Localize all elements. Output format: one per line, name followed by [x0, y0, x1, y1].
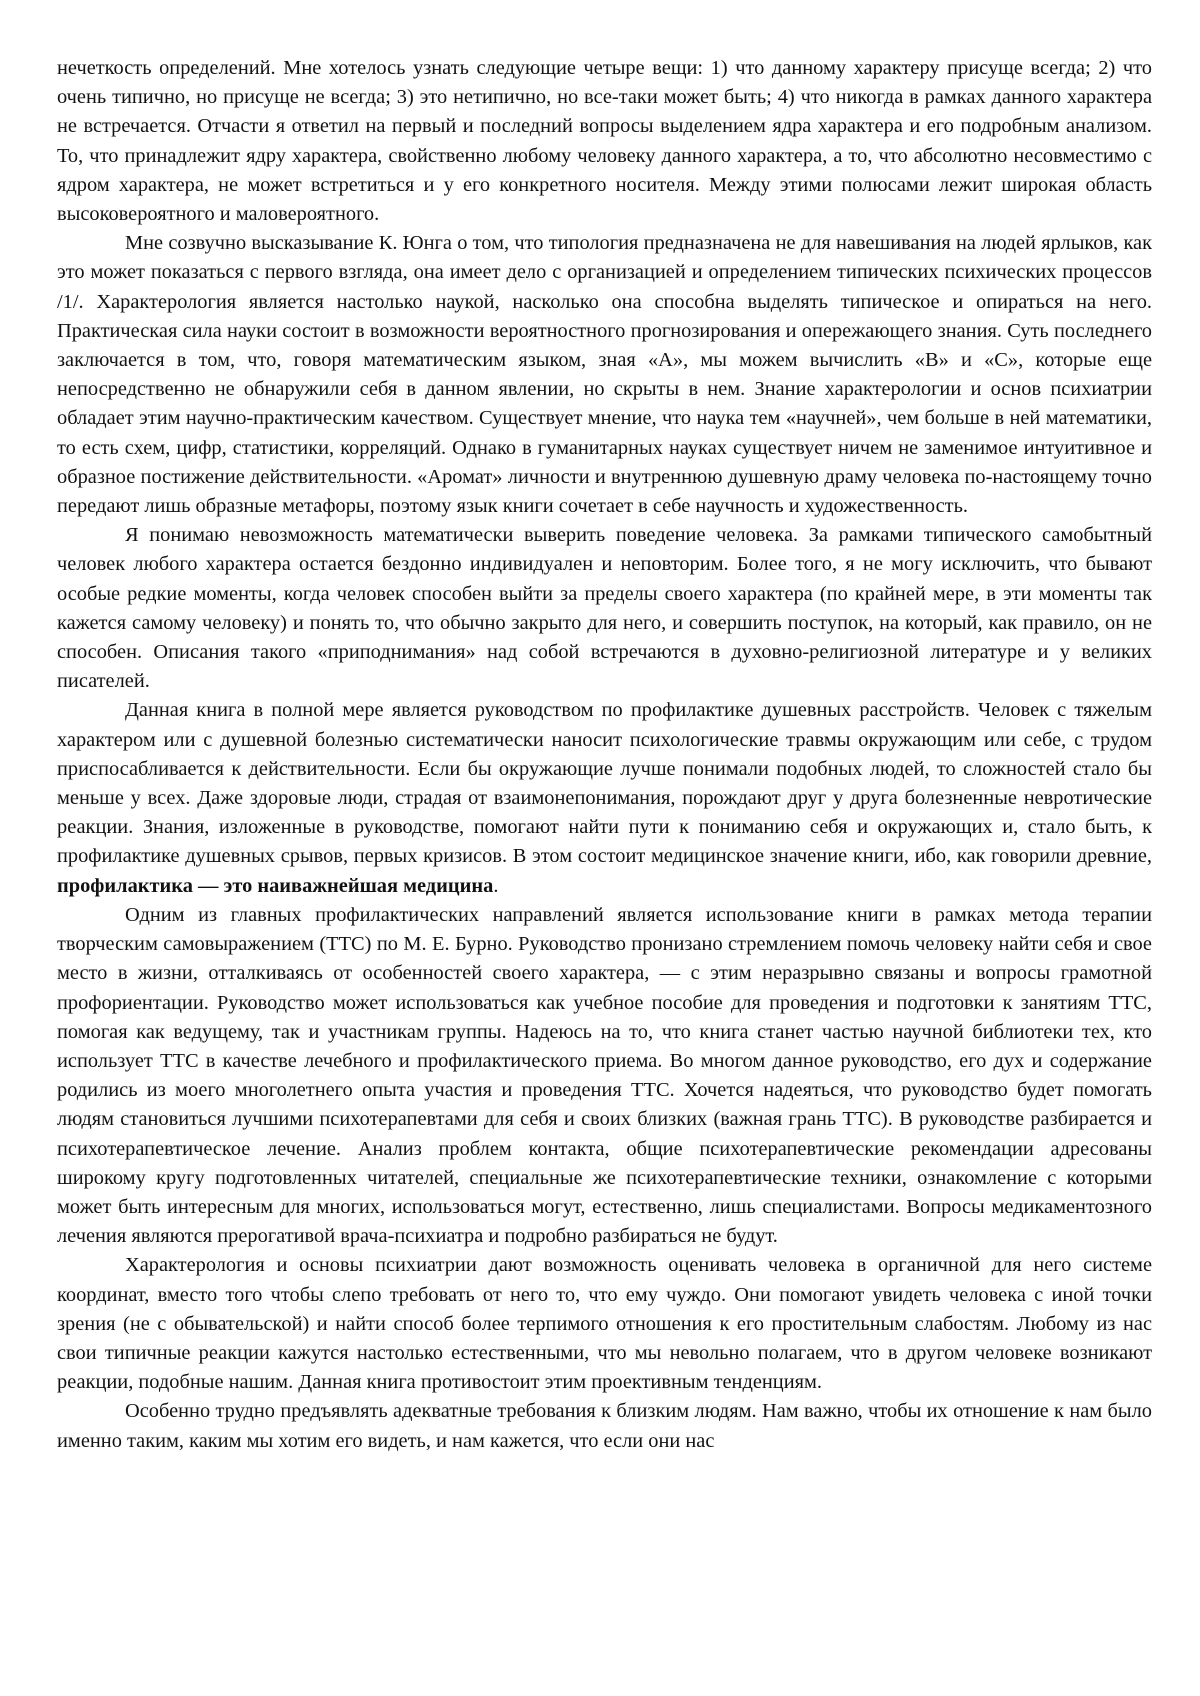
paragraph-1 [57, 54, 1152, 229]
paragraph-5-text: Одним из главных профилактических направлений является использование книги в рамках метода терапии творческим самовыражением (ТТС) по М. Е. Бурно. Руководство пронизано стремлением помочь человеку найти себя и свое место в жизни, отталкиваясь от особенностей своего характера, — с этим неразрывно связаны и вопросы грамотной профориентации. Руководство может использоваться как учебное пособие для проведения и подготовки к занятиям ТТС, помогая как ведущему, так и участникам группы. Надеюсь на то, что книга станет частью научной библиотеки тех, кто использует ТТС в качестве лечебного и профилактического приема. Во многом данное руководство, его дух и содержание родились из моего многолетнего опыта участия и проведения ТТС. Хочется надеяться, что руководство будет помогать людям становиться лучшими психотерапевтами для себя и своих близких (важная грань ТТС). В руководстве разбирается и психотерапевтическое лечение. Анализ проблем контакта, общие психотерапевтические рекомендации адресованы широкому кругу подготовленных читателей, специальные же психотерапевтические техники, ознакомление с которыми может быть интересным для многих, использоваться могут, естественно, лишь специалистами. Вопросы медикаментозного лечения являются прерогативой врача-психиатра и подробно разбираться не будут. [57, 903, 1152, 1248]
paragraph-7-text: Особенно трудно предъявлять адекватные требования к близким людям. Нам важно, чтобы их отношение к нам было именно таким, каким мы хотим его видеть, и нам кажется, что если они нас [57, 1400, 1152, 1452]
paragraph-3-text: Я понимаю невозможность математически выверить поведение человека. За рамками типического самобытный человек любого характера остается бездонно индивидуален и неповторим. Более того, я не могу исключить, что бывают особые редкие моменты, когда человек способен выйти за пределы своего характера (по крайней мере, в эти моменты так кажется самому человеку) и понять то, что обычно закрыто для него, и совершить поступок, на который, как правило, он не способен. Описания такого «приподнимания» над собой встречаются в духовно-религиозной литературе и у великих писателей. [57, 524, 1152, 693]
paragraph-7 [57, 1397, 1152, 1455]
paragraph-4-bold-phrase: профилактика — это наиважнейшая медицина [57, 874, 494, 897]
paragraph-1-text: нечеткость определений. Мне хотелось узнать следующие четыре вещи: 1) что данному характеру присуще всегда; 2) что очень типично, но присуще не всегда; 3) это нетипично, но все-таки может быть; 4) что никогда в рамках данного характера не встречается. Отчасти я ответил на первый и последний вопросы выделением ядра характера и его подробным анализом. То, что принадлежит ядру характера, свойственно любому человеку данного характера, а то, что абсолютно несовместимо с ядром характера, не может встретиться и у его конкретного носителя. Между этими полюсами лежит широкая область высоковероятного и маловероятного. [57, 57, 1152, 226]
paragraph-6-text: Характерология и основы психиатрии дают возможность оценивать человека в органичной для него системе координат, вместо того чтобы слепо требовать от него то, что ему чуждо. Они помогают увидеть человека с иной точки зрения (не с обывательской) и найти способ более терпимого отношения к его простительным слабостям. Любому из нас свои типичные реакции кажутся настолько естественными, что мы невольно полагаем, что в другом человеке возникают реакции, подобные нашим. Данная книга противостоит этим проективным тенденциям. [57, 1254, 1152, 1394]
paragraph-6 [57, 1251, 1152, 1397]
paragraph-2 [57, 229, 1152, 521]
paragraph-5 [57, 901, 1152, 1251]
paragraph-4-text: Данная книга в полной мере является руководством по профилактике душевных расстройств. Человек с тяжелым характером или с душевной болезнью систематически наносит психологические травмы окружающим или себе, с трудом приспосабливается к действительности. Если бы окружающие лучше понимали подобных людей, то сложностей стало бы меньше у всех. Даже здоровые люди, страдая от взаимонепонимания, порождают друг у друга болезненные невротические реакции. Знания, изложенные в руководстве, помогают найти пути к пониманию себя и окружающих и, стало быть, к профилактике душевных срывов, первых кризисов. В этом состоит медицинское значение книги, ибо, как говорили древние, [57, 699, 1152, 868]
document-text [57, 54, 1152, 1456]
paragraph-3 [57, 521, 1152, 696]
paragraph-4-tail: . [493, 874, 499, 897]
paragraph-4 [57, 696, 1152, 900]
paragraph-2-text: Мне созвучно высказывание К. Юнга о том, что типология предназначена не для навешивания на людей ярлыков, как это может показаться с первого взгляда, она имеет дело с организацией и определением типических психических процессов /1/. Характерология является настолько наукой, насколько она способна выделять типическое и опираться на него. Практическая сила науки состоит в возможности вероятностного прогнозирования и опережающего знания. Суть последнего заключается в том, что, говоря математическим языком, зная «А», мы можем вычислить «В» и «С», которые еще непосредственно не обнаружили себя в данном явлении, но скрыты в нем. Знание характерологии и основ психиатрии обладает этим научно-практическим качеством. Существует мнение, что наука тем «научней», чем больше в ней математики, то есть схем, цифр, статистики, корреляций. Однако в гуманитарных науках существует ничем не заменимое интуитивное и образное постижение действительности. «Аромат» личности и внутреннюю душевную драму человека по-настоящему точно передают лишь образные метафоры, поэтому язык книги сочетает в себе научность и художественность. [57, 232, 1152, 518]
